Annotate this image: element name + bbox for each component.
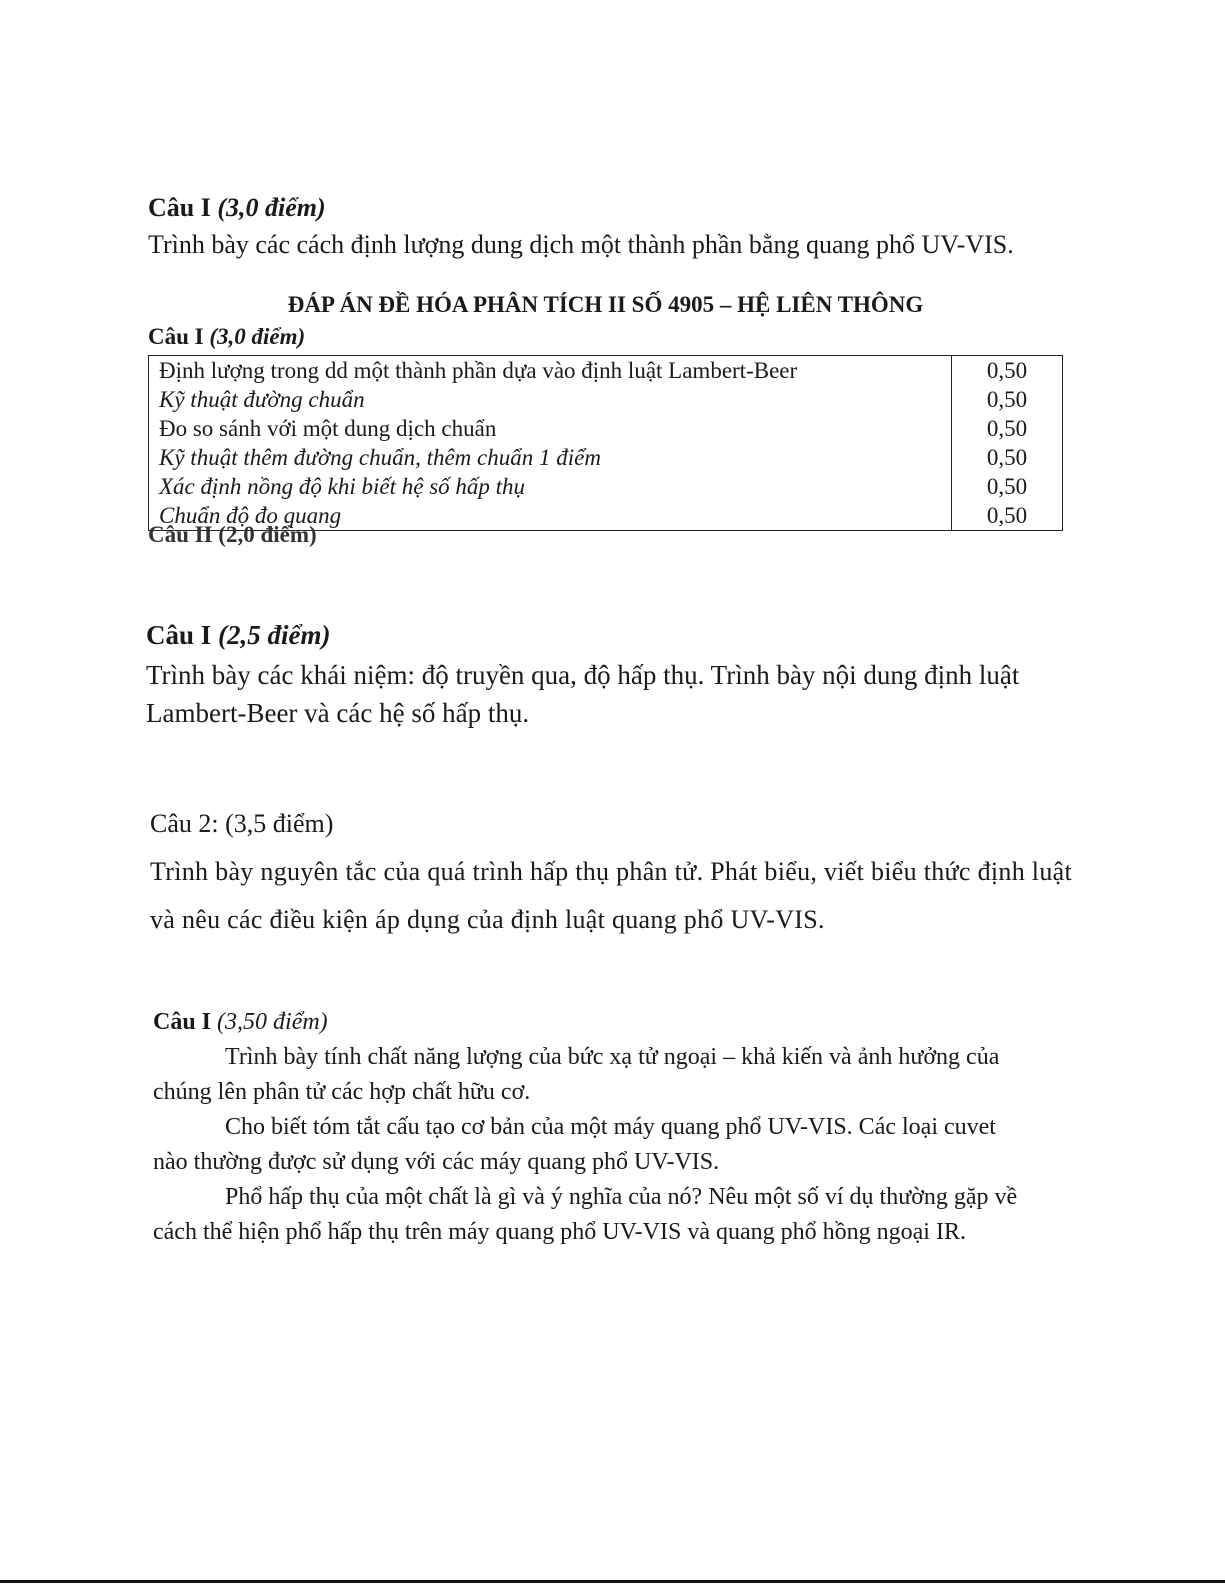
question-3-points: (2,5 điểm)	[218, 620, 331, 650]
answer-score: 0,50	[986, 358, 1028, 383]
question-3-block	[146, 616, 1106, 732]
answer-key-points: (3,0 điểm)	[209, 324, 306, 349]
answer-key-title: ĐÁP ÁN ĐỀ HÓA PHÂN TÍCH II SỐ 4905 – HỆ LIÊN THÔNG	[287, 292, 924, 317]
question-3-heading	[146, 616, 1106, 654]
answer-score: 0,50	[986, 387, 1028, 412]
table-row	[149, 414, 1063, 443]
answer-item: Định lượng trong dd một thành phần dựa vào định luật Lambert-Beer	[149, 356, 952, 386]
table-row	[149, 443, 1063, 472]
table-row	[149, 472, 1063, 501]
bottom-border-line	[0, 1580, 1225, 1583]
answer-key-table	[148, 355, 1063, 531]
answer-item: Kỹ thuật đường chuẩn	[149, 385, 952, 414]
answer-item: Xác định nồng độ khi biết hệ số hấp thụ	[149, 472, 952, 501]
question-5-block	[153, 1004, 1033, 1250]
answer-score: 0,50	[986, 416, 1028, 441]
answer-item: Chuẩn độ đo quang	[149, 501, 952, 531]
answer-score: 0,50	[986, 445, 1028, 470]
question-5-heading	[153, 1004, 1033, 1040]
question-5-paragraph: Trình bày tính chất năng lượng của bức xạ tử ngoại – khả kiến và ảnh hưởng của chúng lên phân tử các hợp chất hữu cơ.	[153, 1044, 1000, 1105]
question-4-heading: Câu 2: (3,5 điểm)	[150, 809, 334, 838]
table-row	[149, 356, 1063, 386]
question-4-block	[150, 806, 1080, 944]
question-4-text: Trình bày nguyên tắc của quá trình hấp thụ phân tử. Phát biểu, viết biểu thức định luật và nêu các điều kiện áp dụng của định luật quang phổ UV-VIS.	[150, 857, 1072, 934]
answer-score: 0,50	[986, 503, 1028, 528]
question-1-heading	[148, 190, 1108, 226]
question-1-points: (3,0 điểm)	[217, 193, 326, 222]
question-3-text: Trình bày các khái niệm: độ truyền qua, độ hấp thụ. Trình bày nội dung định luật Lambert-Beer và các hệ số hấp thụ.	[146, 660, 1020, 728]
question-5-paragraph: Cho biết tóm tắt cấu tạo cơ bản của một máy quang phổ UV-VIS. Các loại cuvet nào thường được sử dụng với các máy quang phổ UV-VIS.	[153, 1114, 996, 1175]
answer-item: Đo so sánh với một dung dịch chuẩn	[149, 414, 952, 443]
answer-key-label: Câu I	[148, 324, 204, 349]
cropped-next-heading-text: Câu II (2,0 điểm)	[148, 522, 317, 547]
question-1-block	[148, 190, 1108, 262]
table-row	[149, 385, 1063, 414]
question-3-label: Câu I	[146, 620, 212, 650]
question-1-label: Câu I	[148, 193, 211, 222]
question-5-label: Câu I	[153, 1009, 212, 1035]
answer-score: 0,50	[986, 474, 1028, 499]
question-5-paragraph: Phổ hấp thụ của một chất là gì và ý nghĩa của nó? Nêu một số ví dụ thường gặp về cách thể hiện phổ hấp thụ trên máy quang phổ UV-VIS và quang phổ hồng ngoại IR.	[153, 1184, 1018, 1245]
answer-key-block	[148, 288, 1068, 547]
question-5-points: (3,50 điểm)	[217, 1009, 328, 1035]
answer-key-heading	[148, 322, 1068, 352]
answer-item: Kỹ thuật thêm đường chuẩn, thêm chuẩn 1 điểm	[149, 443, 952, 472]
question-1-text: Trình bày các cách định lượng dung dịch một thành phần bằng quang phổ UV-VIS.	[148, 230, 1014, 259]
